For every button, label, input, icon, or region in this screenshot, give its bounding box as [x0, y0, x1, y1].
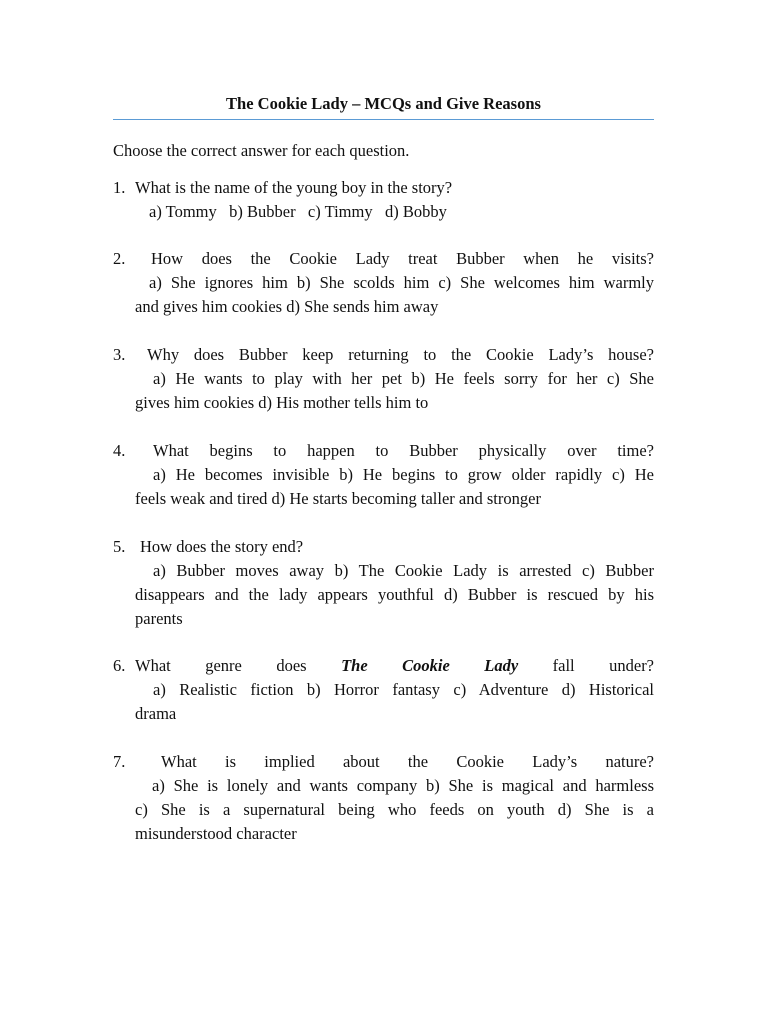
question-2 — [113, 247, 654, 319]
question-3 — [113, 343, 654, 415]
question-text: How does the Cookie Lady treat Bubber when he visits? — [151, 249, 654, 268]
question-4 — [113, 439, 654, 511]
question-text: What begins to happen to Bubber physically over time? — [153, 441, 654, 460]
question-number: 2. — [113, 249, 126, 268]
question-options-line-2: disappears and the lady appears youthful d) Bubber is rescued by his — [135, 585, 654, 604]
question-text: What is implied about the Cookie Lady’s nature? — [161, 752, 654, 771]
question-6 — [113, 654, 654, 726]
question-options-line-1: a) Realistic fiction b) Horror fantasy c) Adventure d) Historical — [153, 680, 654, 699]
question-text-after: fall under? — [552, 656, 655, 675]
question-options-line-2: and gives him cookies d) She sends him away — [135, 297, 439, 316]
question-7 — [113, 750, 654, 846]
question-options-line-2: feels weak and tired d) He starts becoming taller and stronger — [135, 489, 541, 508]
question-options-line-2: drama — [135, 704, 177, 723]
page-title: The Cookie Lady – MCQs and Give Reasons — [226, 94, 541, 113]
question-options-line-3: misunderstood character — [135, 824, 297, 843]
question-text: What is the name of the young boy in the story? — [135, 178, 453, 197]
question-number: 7. — [113, 752, 126, 771]
question-number: 1. — [113, 178, 126, 197]
question-options-line-1: a) She is lonely and wants company b) She is magical and harmless — [152, 776, 654, 795]
question-number: 4. — [113, 441, 126, 460]
question-1 — [113, 176, 654, 224]
question-number: 3. — [113, 345, 126, 364]
book-title: The Cookie Lady — [341, 656, 519, 675]
question-number: 5. — [113, 537, 126, 556]
question-options-line-1: a) He becomes invisible b) He begins to grow older rapidly c) He — [153, 465, 654, 484]
question-options-line-2: c) She is a supernatural being who feeds on youth d) She is a — [135, 800, 654, 819]
question-text: How does the story end? — [140, 537, 304, 556]
question-text: Why does Bubber keep returning to the Cookie Lady’s house? — [147, 345, 654, 364]
question-options-line-3: parents — [135, 609, 183, 628]
question-options-line-1: a) Bubber moves away b) The Cookie Lady is arrested c) Bubber — [153, 561, 654, 580]
question-number: 6. — [113, 656, 126, 675]
question-text-before: What genre does — [135, 656, 307, 675]
question-5 — [113, 535, 654, 631]
title-underline — [113, 119, 654, 120]
instructions-text: Choose the correct answer for each question. — [113, 141, 410, 160]
question-options-line-1: a) He wants to play with her pet b) He feels sorry for her c) She — [153, 369, 654, 388]
question-options-line-1: a) She ignores him b) She scolds him c) She welcomes him warmly — [149, 273, 654, 292]
question-options-line-2: gives him cookies d) His mother tells him to — [135, 393, 429, 412]
question-options: a) Tommy b) Bubber c) Timmy d) Bobby — [149, 202, 447, 221]
